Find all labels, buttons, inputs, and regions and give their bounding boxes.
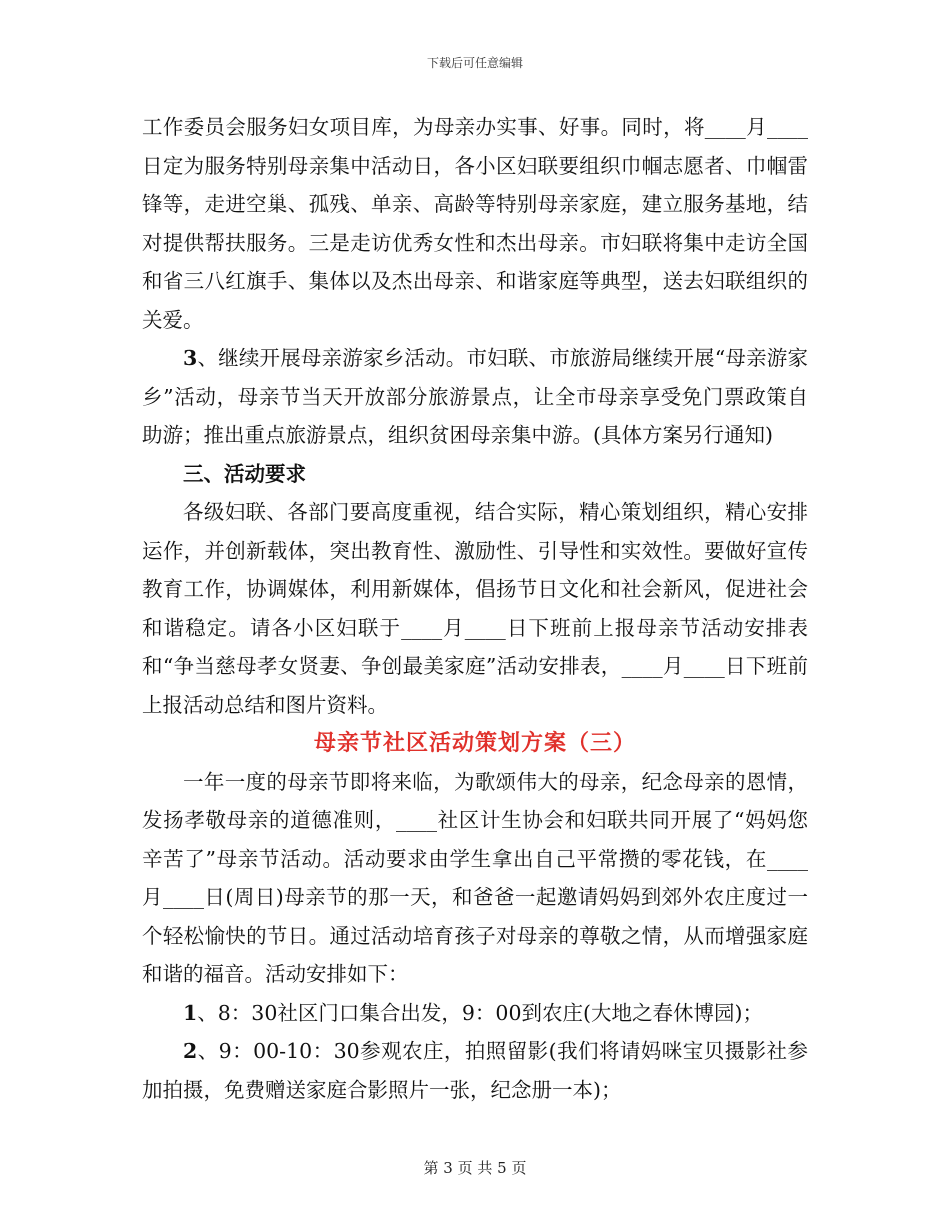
schedule-item-2 <box>142 1032 808 1109</box>
page-header: 下载后可任意编辑 <box>426 56 523 70</box>
paragraph-3: 各级妇联、各部门要高度重视，结合实际，精心策划组织，精心安排运作，并创新载体，突出教育性、激励性、引导性和实效性。要做好宣传教育工作，协调媒体，利用新媒体，倡扬节日文化和社会新风，促进社会和谐稳定。请各小区妇联于____月____日下班前上报母亲节活动安排表和“争当慈母孝女贤妻、争创最美家庭”活动安排表，____月____日下班前上报活动总结和图片资料。 <box>142 500 808 717</box>
document-body <box>142 108 808 1109</box>
paragraph-2 <box>142 339 808 455</box>
schedule-item-1 <box>142 994 808 1033</box>
schedule-item-2-text: 、9：00-10：30参观农庄，拍照留影(我们将请妈咪宝贝摄影社参加拍摄，免费赠送家庭合影照片一张，纪念册一本)； <box>142 1039 808 1102</box>
list-number-2: 2 <box>183 1039 198 1063</box>
page-footer: 第 3 页 共 5 页 <box>423 1159 527 1177</box>
section-heading-3: 三、活动要求 <box>183 461 306 486</box>
paragraph-4: 一年一度的母亲节即将来临，为歌颂伟大的母亲，纪念母亲的恩情，发扬孝敬母亲的道德准则，____社区计生协会和妇联共同开展了“妈妈您辛苦了”母亲节活动。活动要求由学生拿出自己平常攒的零花钱，在____月____日(周日)母亲节的那一天，和爸爸一起邀请妈妈到郊外农庄度过一个轻松愉快的节日。通过活动培育孩子对母亲的尊敬之情，从而增强家庭和谐的福音。活动安排如下： <box>142 769 808 986</box>
paragraph-2-text: 、继续开展母亲游家乡活动。市妇联、市旅游局继续开展“母亲游家乡”活动，母亲节当天开放部分旅游景点，让全市母亲享受免门票政策自助游；推出重点旅游景点，组织贫困母亲集中游。(具体方案另行通知) <box>142 346 808 447</box>
list-number-1: 1 <box>183 1000 198 1025</box>
list-number-3: 3 <box>183 346 198 370</box>
schedule-item-1-text: 、8：30社区门口集合出发，9：00到农庄(大地之春休博园)； <box>197 1000 764 1025</box>
document-title: 母亲节社区活动策划方案（三） <box>313 730 636 756</box>
paragraph-1: 工作委员会服务妇女项目库，为母亲办实事、好事。同时，将____月____日定为服务特别母亲集中活动日，各小区妇联要组织巾帼志愿者、巾帼雷锋等，走进空巢、孤残、单亲、高龄等特别母亲家庭，建立服务基地，结对提供帮扶服务。三是走访优秀女性和杰出母亲。市妇联将集中走访全国和省三八红旗手、集体以及杰出母亲、和谐家庭等典型，送去妇联组织的关爱。 <box>142 115 808 332</box>
